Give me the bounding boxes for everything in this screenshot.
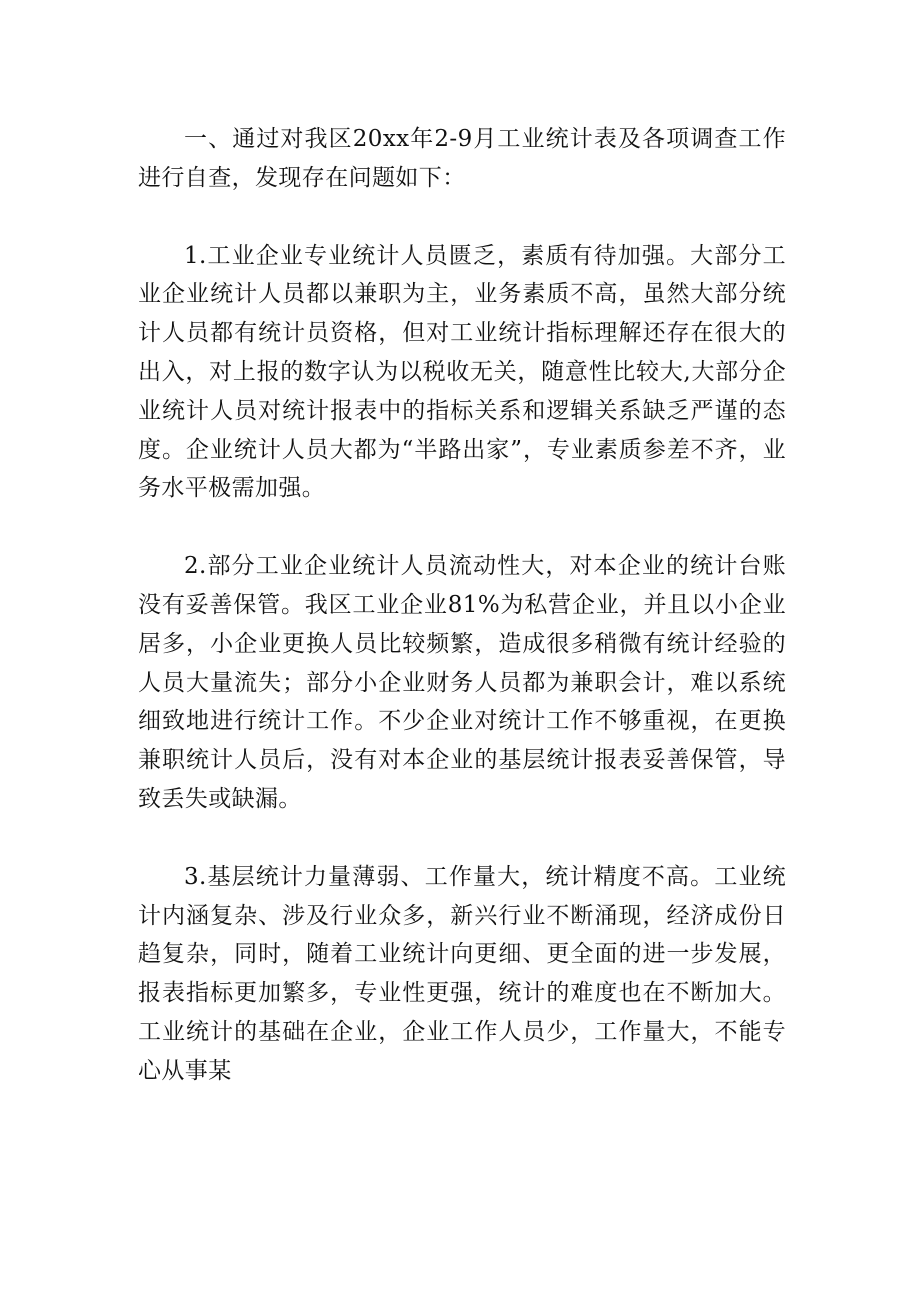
paragraph-item-2: 2.部分工业企业统计人员流动性大，对本企业的统计台账没有妥善保管。我区工业企业81%为私营企业，并且以小企业居多，小企业更换人员比较频繁，造成很多稍微有统计经验的人员大量流失；部分小企业财务人员都为兼职会计，难以系统细致地进行统计工作。不少企业对统计工作不够重视，在更换兼职统计人员后，没有对本企业的基层统计报表妥善保管，导致丢失或缺漏。 — [138, 553, 786, 812]
document-body — [138, 120, 786, 1091]
paragraph-item-1: 1.工业企业专业统计人员匮乏，素质有待加强。大部分工业企业统计人员都以兼职为主，业务素质不高，虽然大部分统计人员都有统计员资格，但对工业统计指标理解还存在很大的出入，对上报的数字认为以税收无关，随意性比较大,大部分企业统计人员对统计报表中的指标关系和逻辑关系缺乏严谨的态度。企业统计人员大都为“半路出家”，专业素质参差不齐，业务水平极需加强。 — [138, 242, 786, 502]
paragraph-intro: 一、通过对我区20xx年2-9月工业统计表及各项调查工作进行自查，发现存在问题如下： — [138, 126, 786, 191]
paragraph-item-3: 3.基层统计力量薄弱、工作量大，统计精度不高。工业统计内涵复杂、涉及行业众多，新兴行业不断涌现，经济成份日趋复杂，同时，随着工业统计向更细、更全面的进一步发展，报表指标更加繁多，专业性更强，统计的难度也在不断加大。工业统计的基础在企业，企业工作人员少，工作量大，不能专心从事某 — [138, 863, 786, 1084]
